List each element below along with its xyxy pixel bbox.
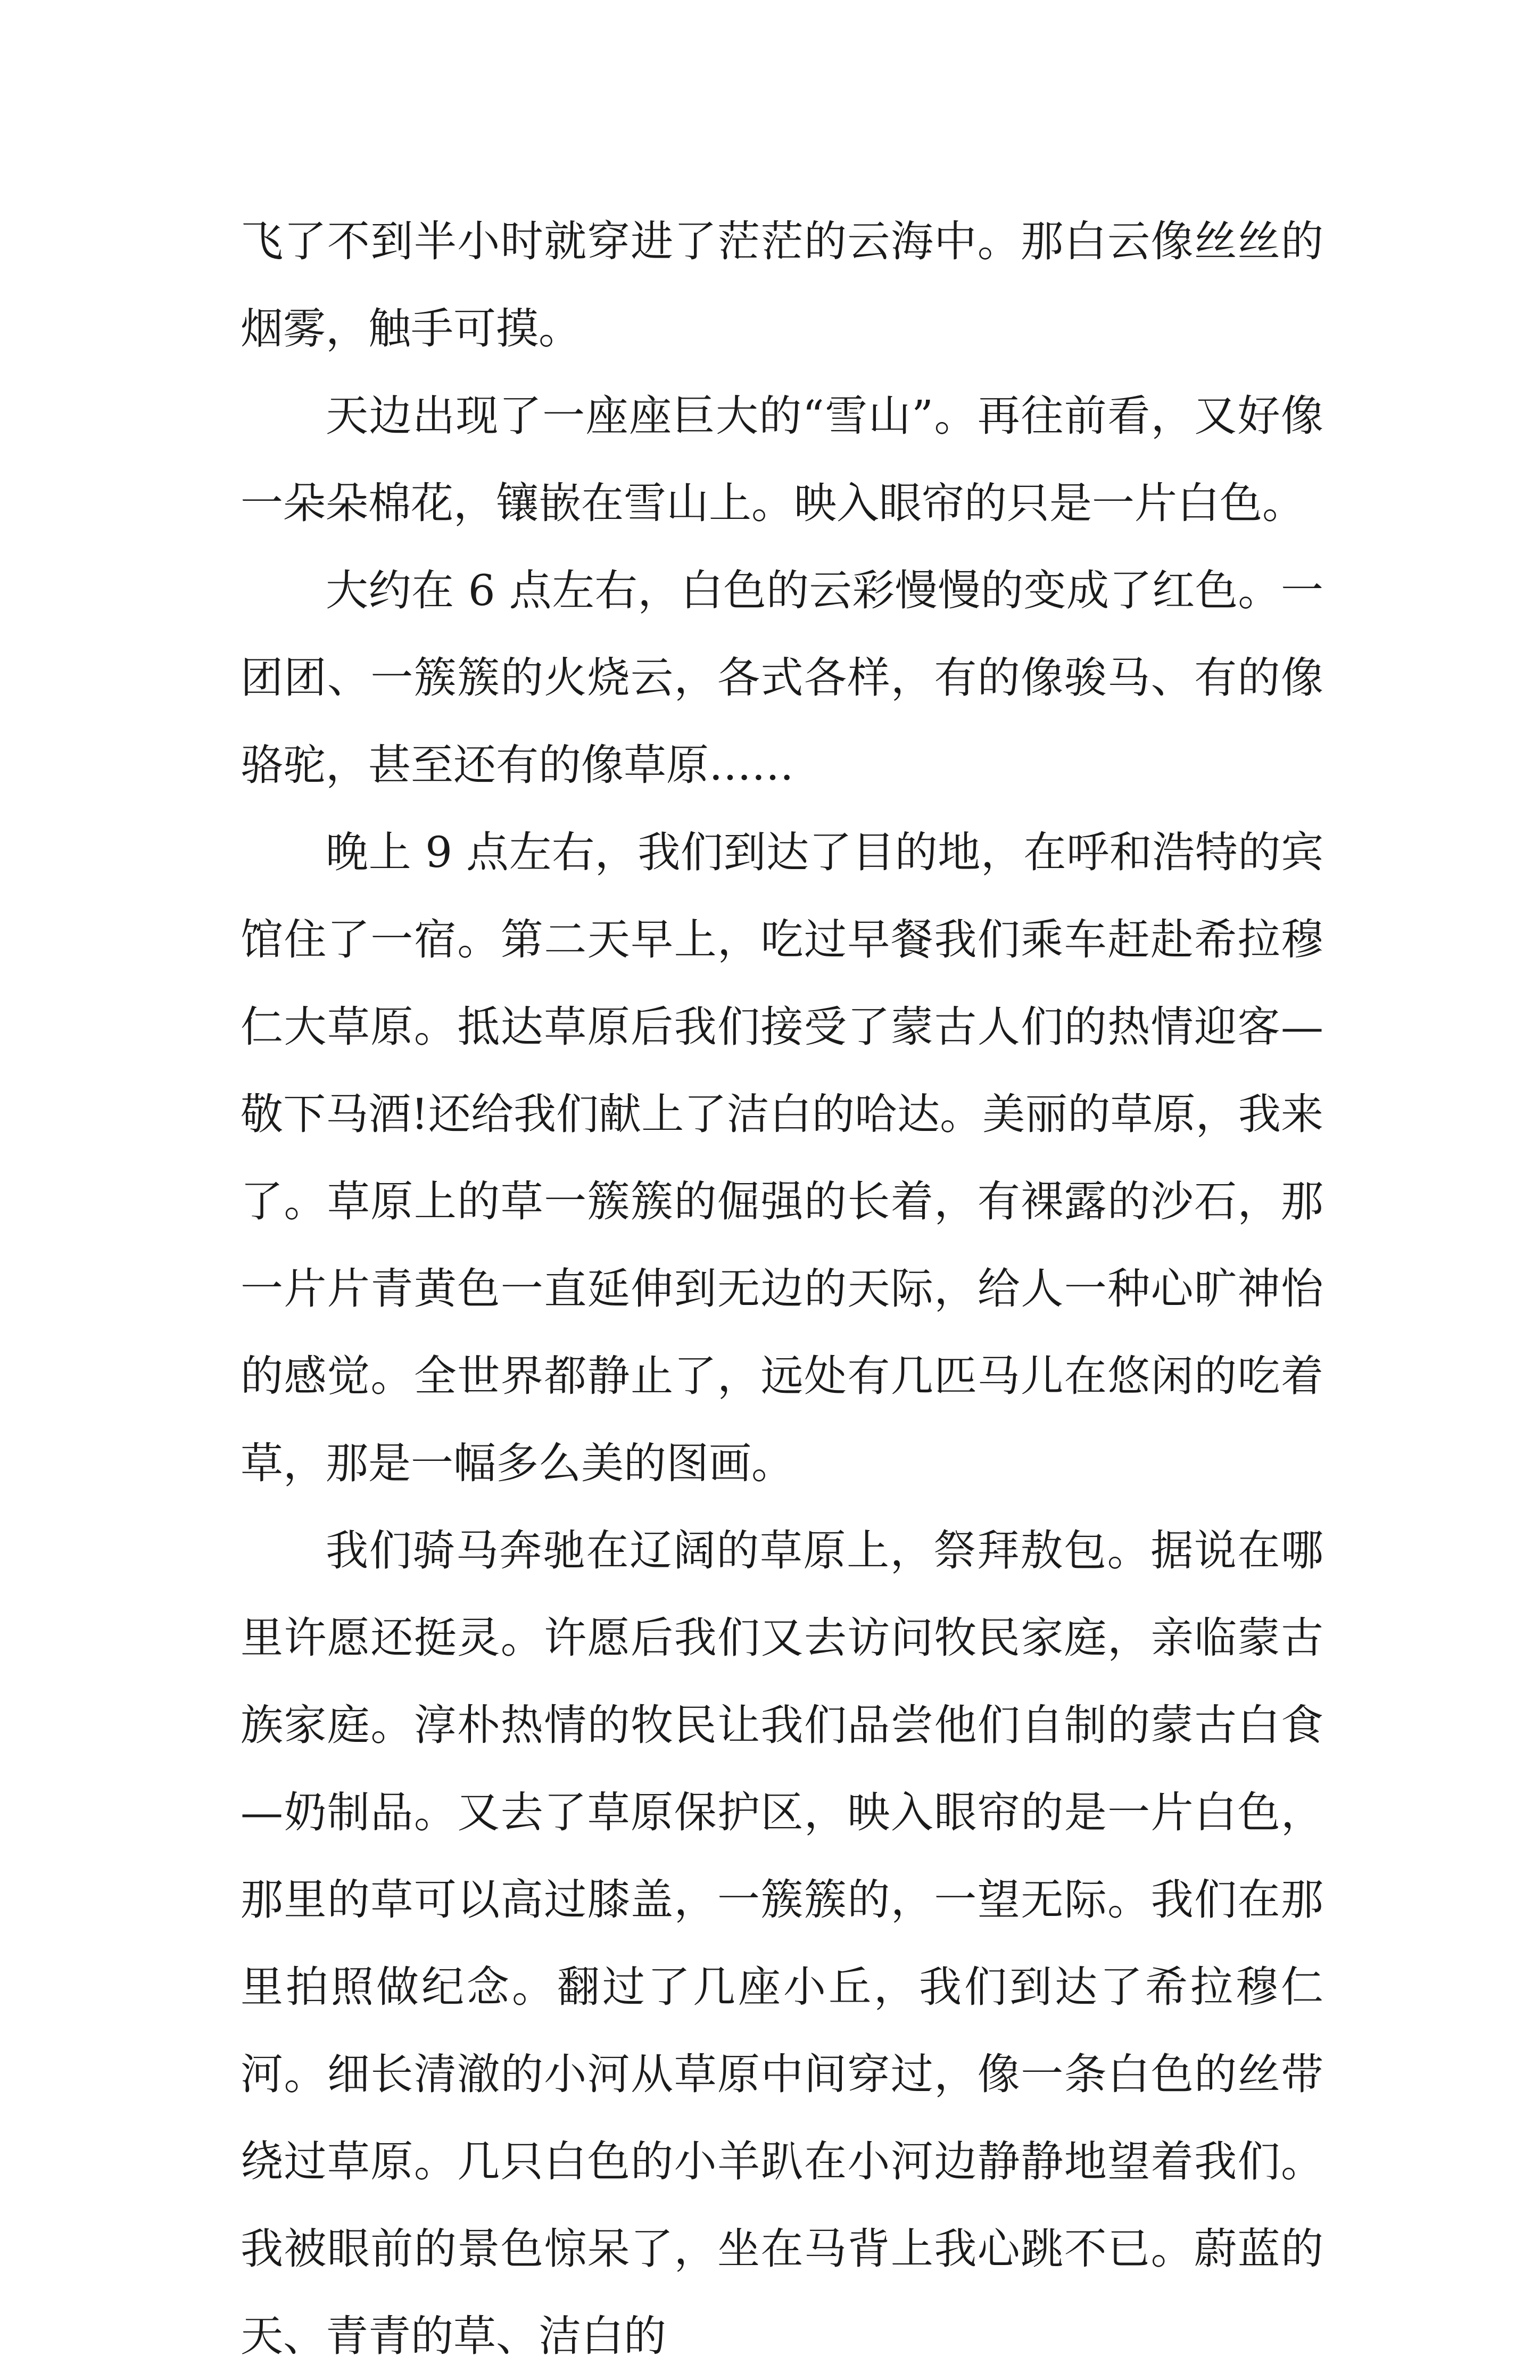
document-body [241,198,1323,2380]
paragraph-3: 大约在 6 点左右，白色的云彩慢慢的变成了红色。一团团、一簇簇的火烧云，各式各样，有的像骏马、有的像骆驼，甚至还有的像草原…… [241,566,1323,790]
paragraph-2: 天边出现了一座座巨大的“雪山”。再往前看，又好像一朵朵棉花，镶嵌在雪山上。映入眼帘的只是一片白色。 [241,391,1323,528]
paragraph-5: 我们骑马奔驰在辽阔的草原上，祭拜敖包。据说在哪里许愿还挺灵。许愿后我们又去访问牧民家庭，亲临蒙古族家庭。淳朴热情的牧民让我们品尝他们自制的蒙古白食—奶制品。又去了草原保护区，映入眼帘的是一片白色，那里的草可以高过膝盖，一簇簇的，一望无际。我们在那里拍照做纪念。翻过了几座小丘，我们到达了希拉穆仁河。细长清澈的小河从草原中间穿过，像一条白色的丝带绕过草原。几只白色的小羊趴在小河边静静地望着我们。我被眼前的景色惊呆了，坐在马背上我心跳不已。蔚蓝的天、青青的草、洁白的 [241,1526,1323,2361]
paragraph-4: 晚上 9 点左右，我们到达了目的地，在呼和浩特的宾馆住了一宿。第二天早上，吃过早餐我们乘车赶赴希拉穆仁大草原。抵达草原后我们接受了蒙古人们的热情迎客—敬下马酒!还给我们献上了洁白的哈达。美丽的草原，我来了。草原上的草一簇簇的倔强的长着，有裸露的沙石，那一片片青黄色一直延伸到无边的天际，给人一种心旷神怡的感觉。全世界都静止了，远处有几匹马儿在悠闲的吃着草，那是一幅多么美的图画。 [241,828,1323,1488]
paragraph-1: 飞了不到半小时就穿进了茫茫的云海中。那白云像丝丝的烟雾，触手可摸。 [241,217,1323,353]
